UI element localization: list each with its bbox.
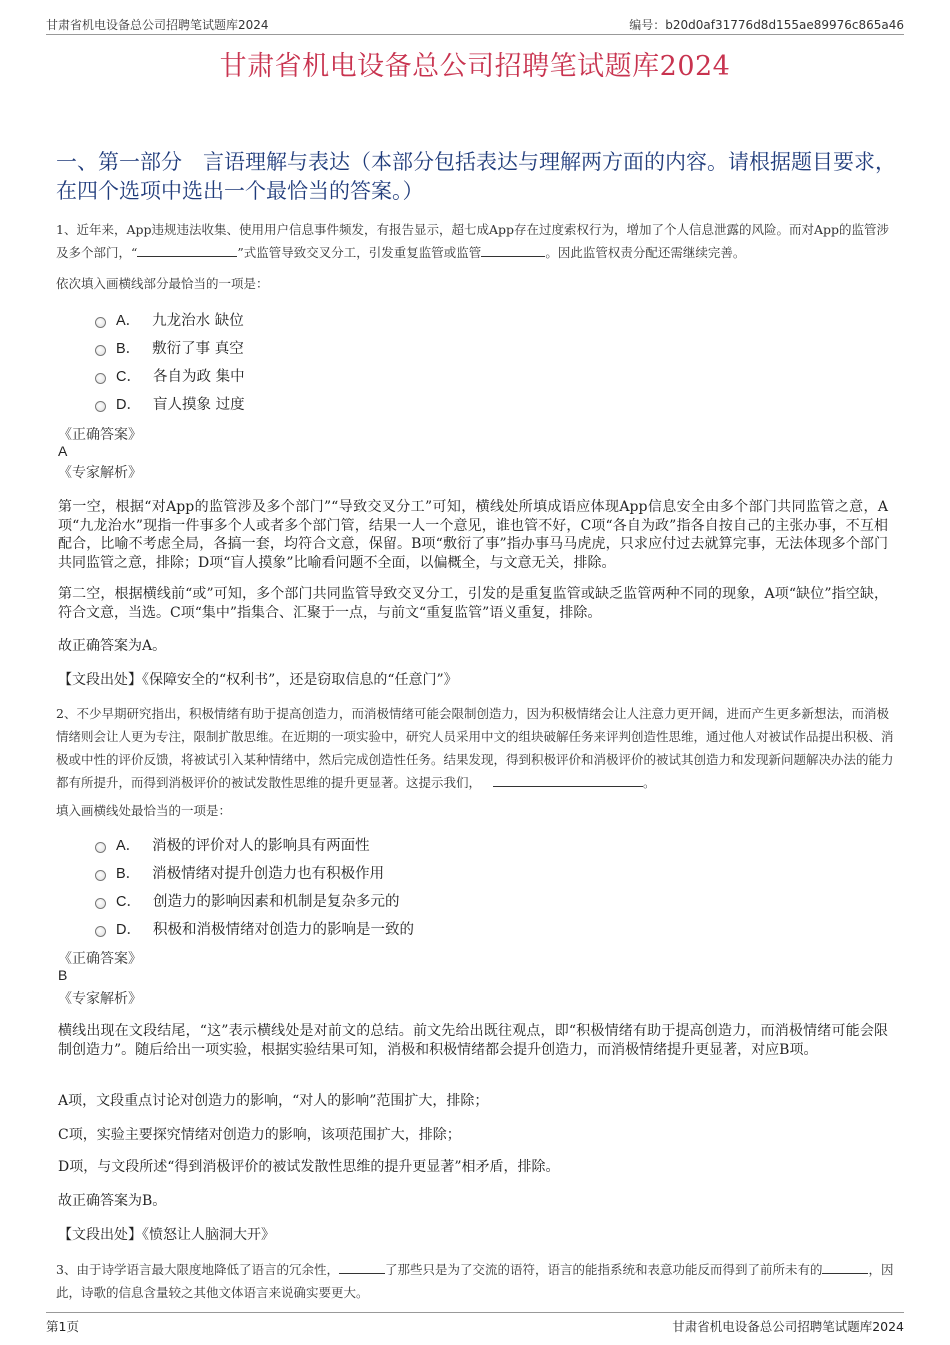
- analysis-paragraph: D项，与文段所述“得到消极评价的被试发散性思维的提升更显著”相矛盾，排除。: [58, 1159, 560, 1175]
- analysis-paragraph: 第一空，根据“对App的监管涉及多个部门”“导致交叉分工”可知，横线处所填成语应体现App信息安全由多个部门共同监管之意，A项“九龙治水”现指一件事多个人或者多个部门管，结果一人一个意见，谁也管不好，C项“各自为政”指各自按自己的主张办事，不互相配合，比喻不考虑全局，各搞一套，均符合文意，保留。B项“敷衍了事”指办事马马虎虎，只求应付过去就算完事，无法体现多个部门共同监管之意，排除；D项“盲人摸象”比喻看问题不全面，以偏概全，与文意无关，排除。: [58, 499, 888, 571]
- analysis-paragraph: C项，实验主要探究情绪对创造力的影响，该项范围扩大，排除；: [58, 1127, 461, 1143]
- radio-icon[interactable]: [95, 345, 106, 356]
- analysis-paragraph: 横线出现在文段结尾，“这”表示横线处是对前文的总结。前文先给出既往观点，即“积极情绪有助于提高创造力，而消极情绪可能会限制创造力”。随后给出一项实验，根据实验结果可知，消极和积极情绪都会提升创造力，而消极情绪提升更显著，对应B项。: [58, 1023, 888, 1058]
- footer-doc-title: 甘肃省机电设备总公司招聘笔试题库2024: [672, 1319, 904, 1334]
- option-text: 消极的评价对人的影响具有两面性: [152, 837, 370, 854]
- question-3-blank-2: [822, 1261, 868, 1274]
- option-c[interactable]: [95, 886, 414, 914]
- option-key: D．: [116, 921, 141, 938]
- radio-icon[interactable]: [95, 317, 106, 328]
- question-1-stem-part: ”式监管导致交叉分工，引发重复监管或监管: [237, 245, 482, 260]
- option-text: 敷衍了事 真空: [152, 340, 244, 357]
- correct-answer-label: 《正确答案》: [58, 951, 142, 967]
- option-c[interactable]: [95, 361, 245, 389]
- correct-answer-value: A: [58, 443, 68, 459]
- option-key: C．: [116, 368, 141, 385]
- question-1-stem-part: 。因此监管权责分配还需继续完善。: [545, 245, 746, 260]
- question-2-stem: [56, 702, 896, 794]
- option-key: A．: [116, 837, 141, 854]
- option-a[interactable]: [95, 830, 414, 858]
- option-text: 消极情绪对提升创造力也有积极作用: [152, 865, 385, 882]
- source-citation: 【文段出处】《保障安全的“权利书”，还是窃取信息的“任意门”》: [58, 672, 458, 688]
- question-2-prompt: 填入画横线处最恰当的一项是：: [56, 803, 232, 818]
- option-key: C．: [116, 893, 141, 910]
- radio-icon[interactable]: [95, 842, 106, 853]
- header-doc-title: 甘肃省机电设备总公司招聘笔试题库2024: [46, 18, 269, 32]
- option-b[interactable]: [95, 858, 414, 886]
- page-header: [46, 14, 904, 35]
- question-2-options: [95, 830, 414, 942]
- page-title: 甘肃省机电设备总公司招聘笔试题库2024: [219, 51, 731, 82]
- question-1-blank-1: [137, 244, 237, 257]
- radio-icon[interactable]: [95, 373, 106, 384]
- option-a[interactable]: [95, 305, 245, 333]
- option-key: A．: [116, 312, 141, 329]
- question-1-options: [95, 305, 245, 417]
- radio-icon[interactable]: [95, 401, 106, 412]
- option-text: 各自为政 集中: [152, 368, 245, 385]
- option-key: B．: [116, 340, 141, 357]
- question-2-blank: [493, 774, 643, 787]
- page-footer: [46, 1312, 904, 1335]
- question-3-stem: [56, 1258, 896, 1304]
- expert-analysis-label: 《专家解析》: [58, 991, 142, 1007]
- question-3-stem-part: 了那些只是为了交流的语符，语言的能指系统和表意功能反而得到了前所未有的: [384, 1262, 823, 1277]
- radio-icon[interactable]: [95, 898, 106, 909]
- option-text: 九龙治水 缺位: [152, 312, 244, 329]
- radio-icon[interactable]: [95, 870, 106, 881]
- correct-answer-value: B: [58, 967, 68, 983]
- source-citation: 【文段出处】《愤怒让人脑洞大开》: [58, 1227, 275, 1243]
- question-1-blank-2: [481, 244, 545, 257]
- question-3-stem-part: 3、由于诗学语言最大限度地降低了语言的冗余性，: [56, 1262, 339, 1277]
- option-key: D．: [116, 396, 141, 413]
- option-b[interactable]: [95, 333, 245, 361]
- question-3-stem-part: ，因此，诗歌的信息含量较之其他文体语言来说确实要更大。: [56, 1262, 894, 1300]
- section-heading: 一、第一部分 言语理解与表达（本部分包括表达与理解两方面的内容。请根据题目要求，在四个选项中选出一个最恰当的答案。）: [56, 150, 896, 203]
- analysis-conclusion: 故正确答案为A。: [58, 638, 167, 654]
- question-3-blank-1: [339, 1261, 385, 1274]
- question-2-stem-part: 。: [643, 775, 656, 790]
- question-1-stem: [56, 218, 896, 264]
- option-text: 积极和消极情绪对创造力的影响是一致的: [152, 921, 414, 938]
- header-doc-id: 编号：b20d0af31776d8d155ae89976c865a46: [629, 18, 904, 32]
- expert-analysis-label: 《专家解析》: [58, 465, 142, 481]
- page-number: 第1页: [46, 1319, 79, 1334]
- option-text: 盲人摸象 过度: [152, 396, 245, 413]
- radio-icon[interactable]: [95, 926, 106, 937]
- question-2-stem-part: 2、不少早期研究指出，积极情绪有助于提高创造力，而消极情绪可能会限制创造力，因为积极情绪会让人注意力更开阔，进而产生更多新想法，而消极情绪则会让人更为专注，限制扩散思维。在近期的一项实验中，研究人员采用中文的组块破解任务来评判创造性思维，通过他人对被试作品提出积极、消极或中性的评价反馈，将被试引入某种情绪中，然后完成创造性任务。结果发现，得到积极评价和消极评价的被试其创造力和发现新问题解决办法的能力都有所提升，而得到消极评价的被试发散性思维的提升更显著。这提示我们，: [56, 706, 894, 790]
- option-text: 创造力的影响因素和机制是复杂多元的: [152, 893, 400, 910]
- analysis-paragraph: 第二空，根据横线前“或”可知，多个部门共同监管导致交叉分工，引发的是重复监管或缺乏监管两种不同的现象，A项“缺位”指空缺，符合文意，当选。C项“集中”指集合、汇聚于一点，与前文“重复监管”语义重复，排除。: [58, 586, 888, 621]
- option-key: B．: [116, 865, 141, 882]
- correct-answer-label: 《正确答案》: [58, 427, 142, 443]
- option-d[interactable]: [95, 389, 245, 417]
- question-1-stem-part: 1、近年来，App违规违法收集、使用用户信息事件频发，有报告显示，超七成App存在过度索权行为，增加了个人信息泄露的风险。而对App的监管涉及多个部门，“: [56, 222, 890, 260]
- question-1-prompt: 依次填入画横线部分最恰当的一项是：: [56, 276, 269, 291]
- analysis-paragraph: A项，文段重点讨论对创造力的影响，“对人的影响”范围扩大，排除；: [58, 1093, 489, 1109]
- option-d[interactable]: [95, 914, 414, 942]
- analysis-conclusion: 故正确答案为B。: [58, 1193, 167, 1209]
